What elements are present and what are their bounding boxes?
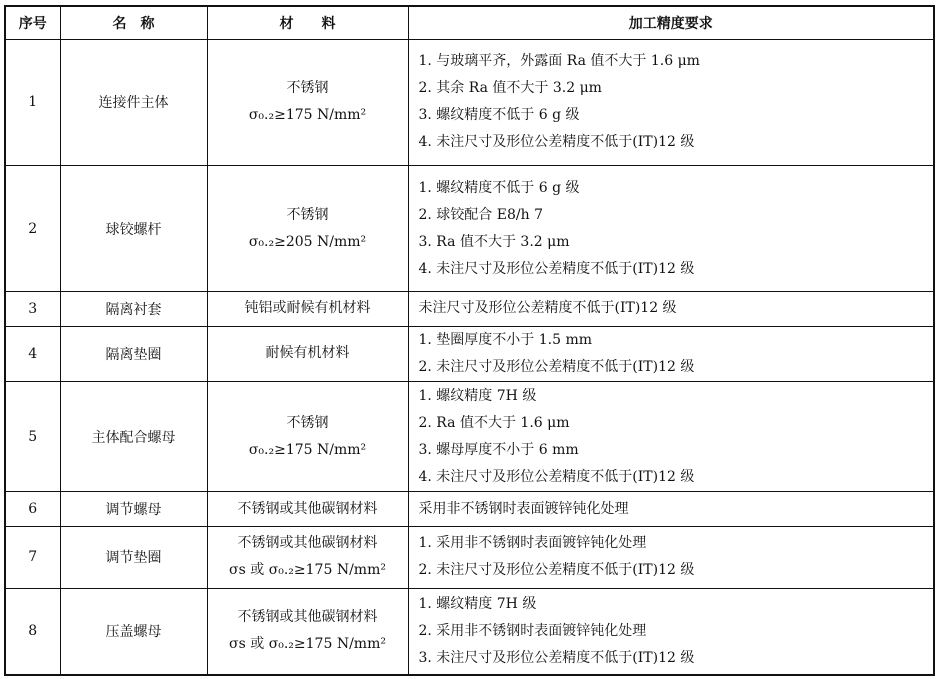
row-requirements bbox=[408, 382, 934, 492]
requirement-line: 1. 垫圈厚度不小于 1.5 mm bbox=[418, 331, 593, 348]
table-row bbox=[5, 492, 934, 526]
row-material bbox=[207, 292, 408, 326]
table-row bbox=[5, 165, 934, 291]
requirement-line: 4. 未注尺寸及形位公差精度不低于(IT)12 级 bbox=[418, 468, 695, 485]
header-requirement: 加工精度要求 bbox=[408, 6, 934, 39]
row-requirements bbox=[408, 526, 934, 588]
requirement-line: 1. 螺纹精度不低于 6 g 级 bbox=[418, 179, 580, 196]
requirement-line: 2. 球铰配合 E8/h 7 bbox=[418, 206, 543, 223]
material-line: 不锈钢或其他碳钢材料 bbox=[237, 535, 378, 552]
row-material bbox=[207, 492, 408, 526]
row-material bbox=[207, 382, 408, 492]
row-requirements bbox=[408, 326, 934, 382]
header-name: 名 称 bbox=[60, 6, 207, 39]
requirement-line: 4. 未注尺寸及形位公差精度不低于(IT)12 级 bbox=[418, 260, 695, 277]
row-index: 3 bbox=[5, 292, 60, 326]
requirement-line: 未注尺寸及形位公差精度不低于(IT)12 级 bbox=[418, 300, 677, 317]
row-material bbox=[207, 526, 408, 588]
row-material bbox=[207, 165, 408, 291]
requirement-line: 1. 与玻璃平齐，外露面 Ra 值不大于 1.6 μm bbox=[418, 53, 700, 70]
requirement-line: 2. 采用非不锈钢时表面镀锌钝化处理 bbox=[418, 622, 647, 639]
row-part-name: 调节螺母 bbox=[60, 492, 207, 526]
requirement-line: 2. 未注尺寸及形位公差精度不低于(IT)12 级 bbox=[418, 562, 695, 579]
row-part-name: 隔离衬套 bbox=[60, 292, 207, 326]
material-line: 钝铝或耐候有机材料 bbox=[244, 300, 371, 317]
material-line: σ₀.₂≥205 N/mm² bbox=[248, 233, 367, 250]
requirement-line: 1. 螺纹精度 7H 级 bbox=[418, 387, 537, 404]
row-requirements bbox=[408, 165, 934, 291]
material-line: 不锈钢 bbox=[286, 206, 329, 223]
requirement-line: 3. 螺母厚度不小于 6 mm bbox=[418, 441, 579, 458]
table-header-row bbox=[5, 6, 934, 39]
row-requirements bbox=[408, 292, 934, 326]
material-line: 不锈钢 bbox=[286, 414, 329, 431]
row-requirements bbox=[408, 39, 934, 165]
requirement-line: 2. 未注尺寸及形位公差精度不低于(IT)12 级 bbox=[418, 358, 695, 375]
requirement-line: 3. 未注尺寸及形位公差精度不低于(IT)12 级 bbox=[418, 649, 695, 666]
requirement-line: 3. 螺纹精度不低于 6 g 级 bbox=[418, 107, 580, 124]
row-part-name: 调节垫圈 bbox=[60, 526, 207, 588]
row-index: 1 bbox=[5, 39, 60, 165]
row-material bbox=[207, 326, 408, 382]
requirement-line: 1. 螺纹精度 7H 级 bbox=[418, 595, 537, 612]
table-row bbox=[5, 326, 934, 382]
material-line: 耐候有机材料 bbox=[265, 345, 350, 362]
row-part-name: 主体配合螺母 bbox=[60, 382, 207, 492]
row-material bbox=[207, 39, 408, 165]
requirement-line: 1. 采用非不锈钢时表面镀锌钝化处理 bbox=[418, 535, 647, 552]
row-index: 6 bbox=[5, 492, 60, 526]
row-part-name: 连接件主体 bbox=[60, 39, 207, 165]
material-line: 不锈钢 bbox=[286, 80, 329, 97]
spec-table bbox=[4, 5, 935, 676]
material-line: 不锈钢或其他碳钢材料 bbox=[237, 500, 378, 517]
row-index: 8 bbox=[5, 588, 60, 675]
material-line: 不锈钢或其他碳钢材料 bbox=[237, 609, 378, 626]
requirement-line: 2. Ra 值不大于 1.6 μm bbox=[418, 414, 570, 431]
header-index: 序号 bbox=[5, 6, 60, 39]
material-line: σ₀.₂≥175 N/mm² bbox=[248, 441, 367, 458]
table-body bbox=[5, 39, 934, 675]
material-line: σs 或 σ₀.₂≥175 N/mm² bbox=[229, 636, 386, 653]
requirement-line: 采用非不锈钢时表面镀锌钝化处理 bbox=[418, 500, 629, 517]
row-part-name: 球铰螺杆 bbox=[60, 165, 207, 291]
requirement-line: 4. 未注尺寸及形位公差精度不低于(IT)12 级 bbox=[418, 134, 695, 151]
row-index: 5 bbox=[5, 382, 60, 492]
table-row bbox=[5, 292, 934, 326]
row-index: 2 bbox=[5, 165, 60, 291]
table-row bbox=[5, 39, 934, 165]
material-line: σ₀.₂≥175 N/mm² bbox=[248, 107, 367, 124]
row-part-name: 压盖螺母 bbox=[60, 588, 207, 675]
row-requirements bbox=[408, 492, 934, 526]
material-line: σs 或 σ₀.₂≥175 N/mm² bbox=[229, 562, 386, 579]
row-part-name: 隔离垫圈 bbox=[60, 326, 207, 382]
row-requirements bbox=[408, 588, 934, 675]
row-index: 7 bbox=[5, 526, 60, 588]
table-row bbox=[5, 382, 934, 492]
header-material: 材 料 bbox=[207, 6, 408, 39]
row-index: 4 bbox=[5, 326, 60, 382]
row-material bbox=[207, 588, 408, 675]
table-row bbox=[5, 526, 934, 588]
table-row bbox=[5, 588, 934, 675]
requirement-line: 3. Ra 值不大于 3.2 μm bbox=[418, 233, 570, 250]
requirement-line: 2. 其余 Ra 值不大于 3.2 μm bbox=[418, 80, 602, 97]
